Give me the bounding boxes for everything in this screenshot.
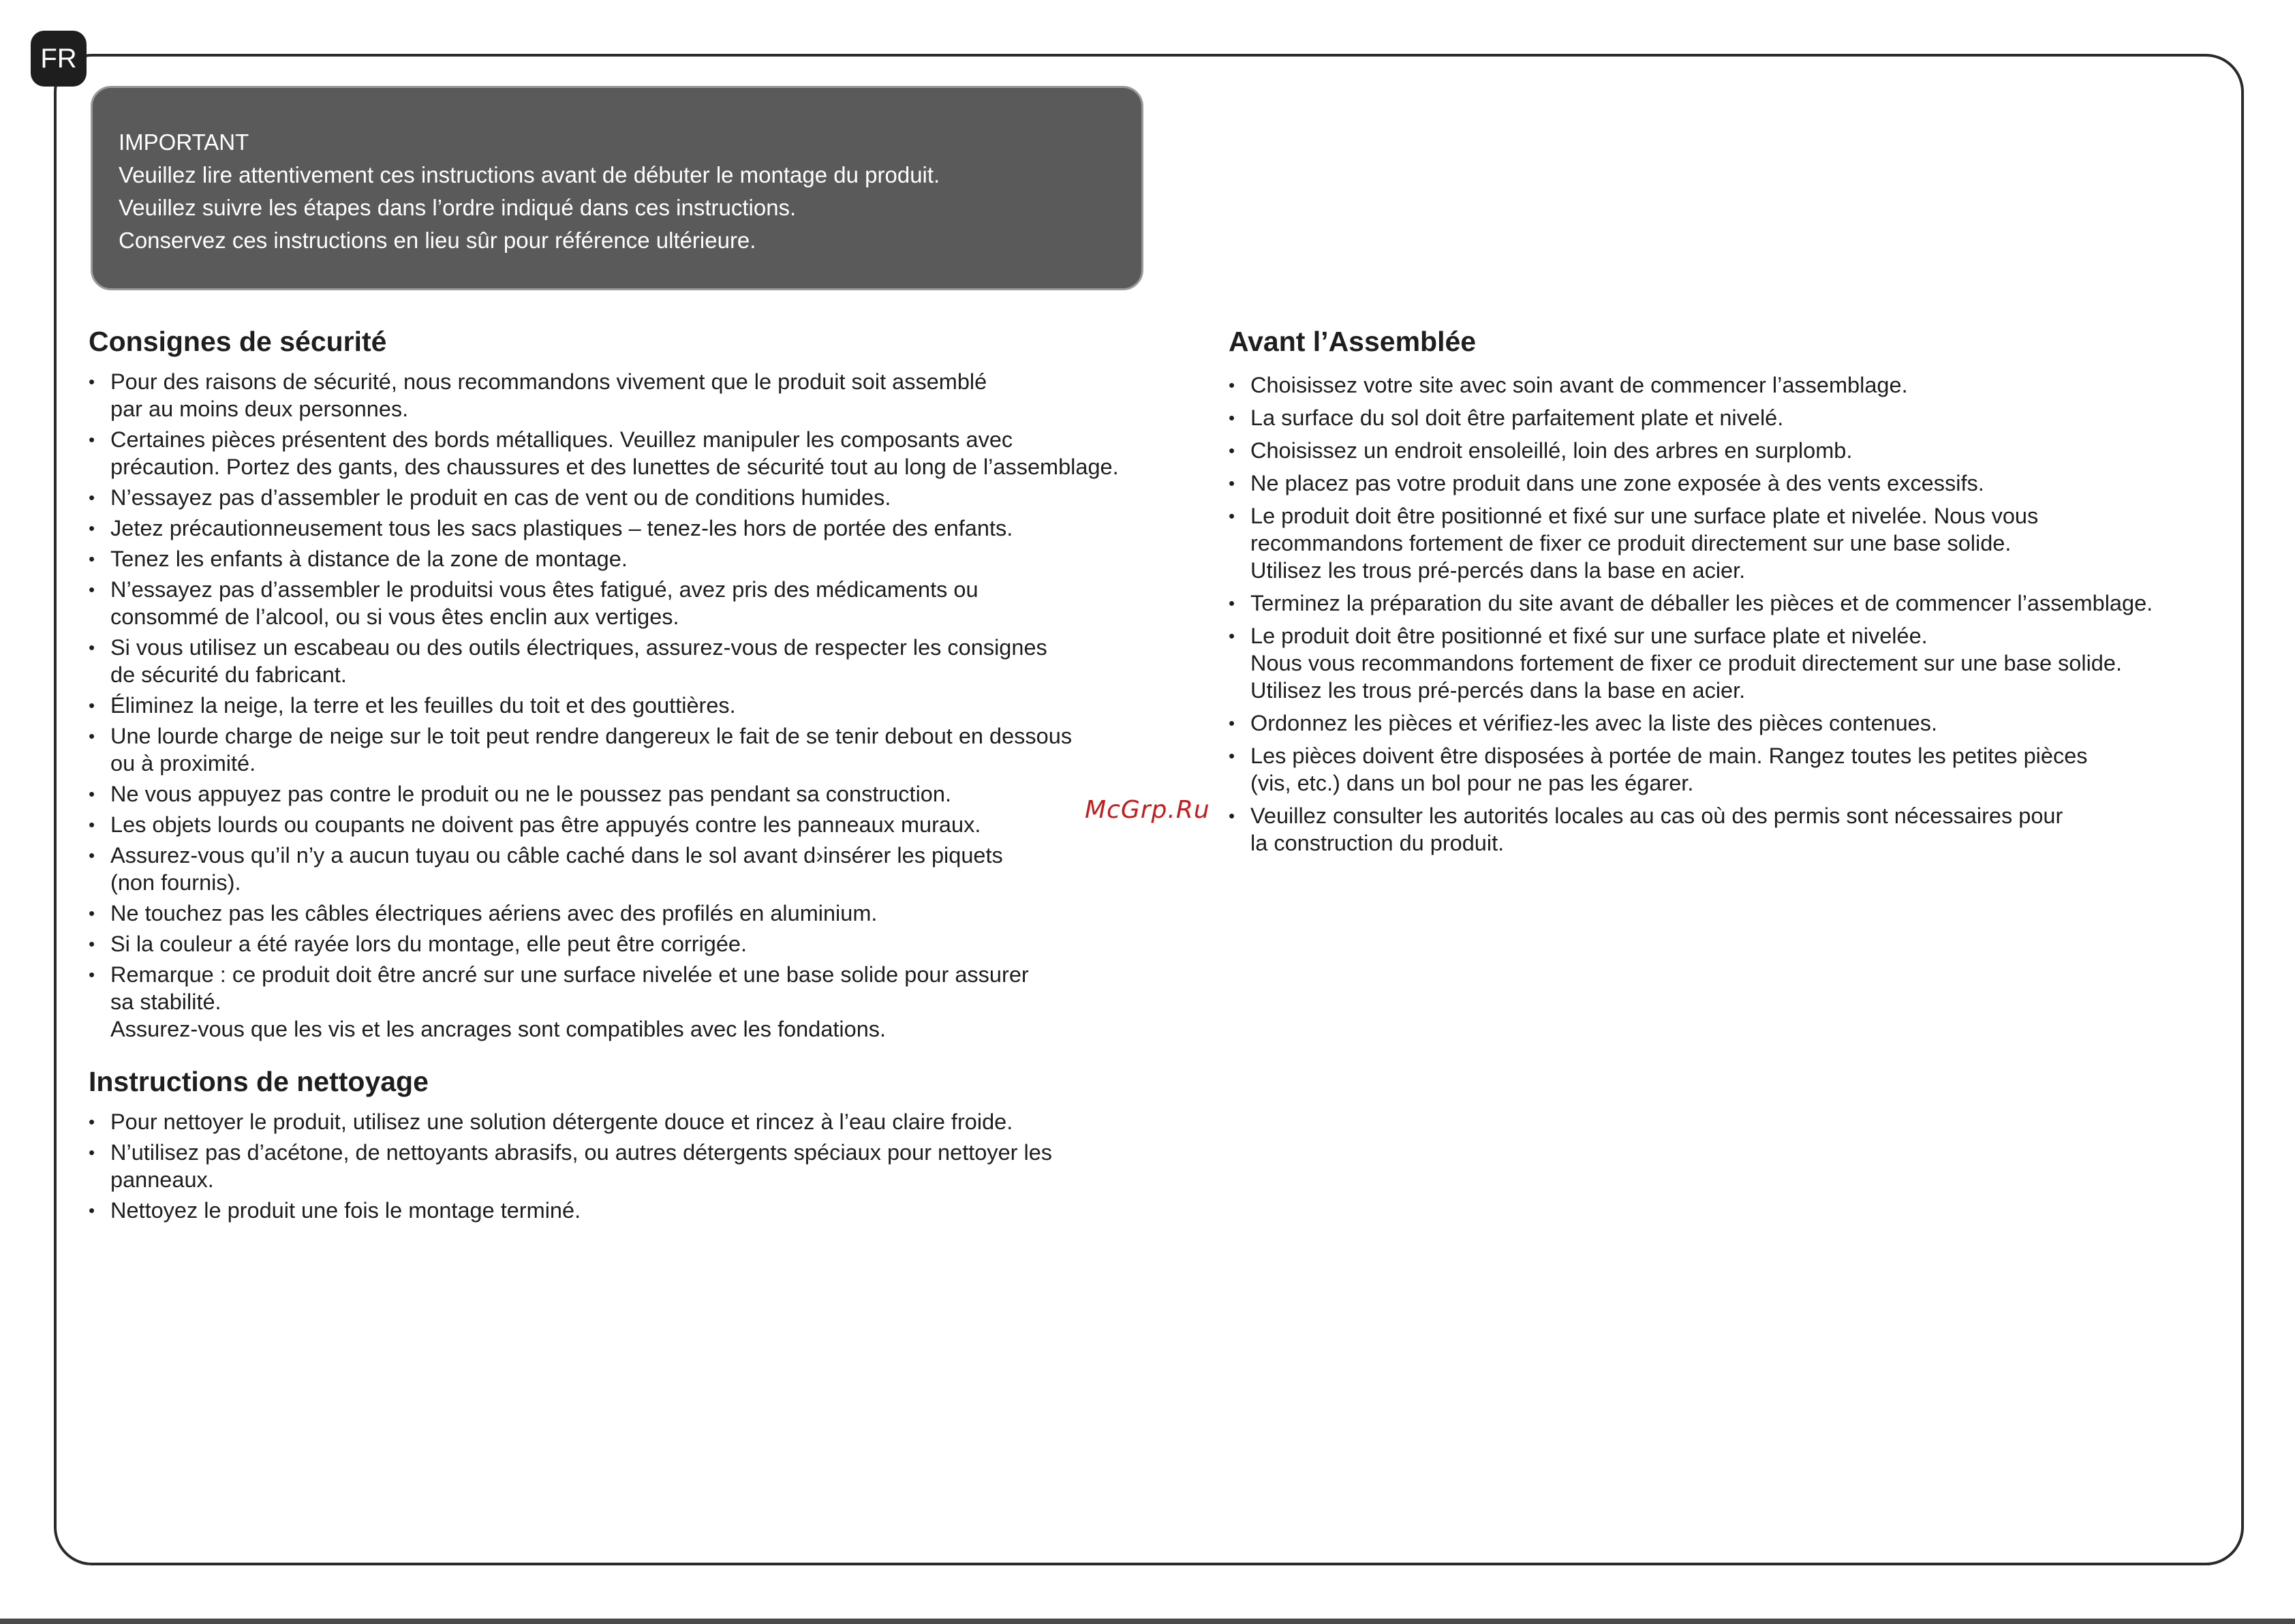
list-item-line: • N’essayez pas d’assembler le produitsi vous êtes fatigué, avez pris des médicaments ou [110, 577, 979, 602]
list-item [1229, 742, 2153, 797]
list-item-line: • N’essayez pas d’assembler le produit en cas de vent ou de conditions humides. [110, 485, 891, 510]
list-item-line: ou à proximité. [110, 751, 256, 776]
list-item-line: • Ordonnez les pièces et vérifiez-les avec la liste des pièces contenues. [1250, 711, 1938, 735]
list-item [1229, 404, 2153, 431]
safety-list [89, 368, 1119, 1046]
list-item-line: Nous vous recommandons fortement de fixer ce produit directement sur une base solide. [1250, 651, 2122, 675]
list-item-line: • Une lourde charge de neige sur le toit peut rendre dangereux le fait de se tenir debout en dessous [110, 724, 1073, 748]
list-item-line: • Veuillez consulter les autorités locales au cas où des permis sont nécessaires pour [1250, 803, 2063, 828]
list-item [89, 545, 1119, 572]
important-line: Veuillez lire attentivement ces instructions avant de débuter le montage du produit. [119, 162, 940, 187]
watermark-text: McGrp.Ru [1085, 796, 1210, 824]
list-item-line: • Pour nettoyer le produit, utilisez une solution détergente douce et rincez à l’eau claire froide. [110, 1109, 1013, 1134]
list-item [89, 634, 1119, 688]
list-item-line: • La surface du sol doit être parfaitement plate et nivelé. [1250, 405, 1784, 430]
list-item [89, 930, 1119, 957]
language-tab: FR [31, 31, 87, 87]
list-item-line: • N’utilisez pas d’acétone, de nettoyants abrasifs, ou autres détergents spéciaux pour nettoyer les [110, 1140, 1053, 1165]
list-item-line: • Le produit doit être positionné et fixé sur une surface plate et nivelée. Nous vous [1250, 504, 2039, 528]
important-title: IMPORTANT [119, 129, 249, 155]
cleaning-list [89, 1108, 1052, 1227]
list-item-line: • Éliminez la neige, la terre et les feuilles du toit et des gouttières. [110, 693, 736, 718]
list-item-line: précaution. Portez des gants, des chaussures et des lunettes de sécurité tout au long de l’assemblage. [110, 455, 1119, 479]
list-item [89, 484, 1119, 511]
list-item-line: par au moins deux personnes. [110, 397, 409, 421]
list-item [89, 515, 1119, 542]
list-item [89, 426, 1119, 480]
list-item-line: • Certaines pièces présentent des bords métalliques. Veuillez manipuler les composants avec [110, 427, 1013, 452]
list-item-line: • Choisissez votre site avec soin avant de commencer l’assemblage. [1250, 373, 1908, 397]
list-item-line: • Assurez-vous qu’il n’y a aucun tuyau ou câble caché dans le sol avant d›insérer les piquets [110, 843, 1003, 868]
list-item-line: • Nettoyez le produit une fois le montage terminé. [110, 1198, 581, 1223]
list-item [1229, 709, 2153, 737]
list-item [89, 722, 1119, 777]
list-item-line: recommandons fortement de fixer ce produit directement sur une base solide. [1250, 531, 2012, 555]
list-item [1229, 502, 2153, 584]
list-item-line: Utilisez les trous pré-percés dans la base en acier. [1250, 678, 1746, 703]
important-notice-box [91, 86, 1143, 290]
list-item-line: • Les objets lourds ou coupants ne doivent pas être appuyés contre les panneaux muraux. [110, 812, 981, 837]
list-item [1229, 622, 2153, 704]
list-item [89, 780, 1119, 808]
list-item-line: (vis, etc.) dans un bol pour ne pas les égarer. [1250, 771, 1694, 795]
before-assembly-heading: Avant l’Assemblée [1229, 326, 1477, 357]
list-item-line: • Remarque : ce produit doit être ancré sur une surface nivelée et une base solide pour assurer [110, 962, 1029, 987]
list-item [89, 961, 1119, 1043]
list-item [1229, 470, 2153, 497]
list-item [89, 1197, 1052, 1224]
list-item-line: • Terminez la préparation du site avant de déballer les pièces et de commencer l’assemblage. [1250, 591, 2153, 615]
list-item-line: • Choisissez un endroit ensoleillé, loin des arbres en surplomb. [1250, 438, 1853, 463]
list-item [89, 1139, 1052, 1193]
list-item [89, 368, 1119, 423]
list-item-line: consommé de l’alcool, ou si vous êtes enclin aux vertiges. [110, 604, 679, 629]
list-item-line: la construction du produit. [1250, 831, 1505, 855]
list-item-line: Utilisez les trous pré-percés dans la base en acier. [1250, 558, 1746, 583]
list-item-line: • Tenez les enfants à distance de la zone de montage. [110, 547, 628, 571]
list-item [89, 1108, 1052, 1135]
list-item-line: Assurez-vous que les vis et les ancrages sont compatibles avec les fondations. [110, 1017, 887, 1041]
list-item [1229, 371, 2153, 399]
important-line: Conservez ces instructions en lieu sûr pour référence ultérieure. [119, 228, 756, 253]
safety-heading: Consignes de sécurité [89, 326, 387, 357]
list-item-line: • Le produit doit être positionné et fixé sur une surface plate et nivelée. [1250, 624, 1928, 648]
list-item-line: • Ne touchez pas les câbles électriques aériens avec des profilés en aluminium. [110, 901, 878, 925]
list-item [89, 842, 1119, 896]
list-item [89, 692, 1119, 719]
list-item-line: sa stabilité. [110, 990, 221, 1014]
cleaning-heading: Instructions de nettoyage [89, 1066, 429, 1097]
important-line: Veuillez suivre les étapes dans l’ordre indiqué dans ces instructions. [119, 195, 797, 220]
list-item-line: • Ne placez pas votre produit dans une zone exposée à des vents excessifs. [1250, 471, 1984, 495]
list-item [1229, 802, 2153, 857]
list-item-line: • Ne vous appuyez pas contre le produit ou ne le poussez pas pendant sa construction. [110, 782, 951, 806]
list-item-line: • Si la couleur a été rayée lors du montage, elle peut être corrigée. [110, 932, 748, 956]
list-item-line: (non fournis). [110, 870, 241, 895]
list-item-line: de sécurité du fabricant. [110, 662, 347, 687]
list-item-line: • Jetez précautionneusement tous les sacs plastiques – tenez-les hors de portée des enfants. [110, 516, 1013, 540]
list-item [1229, 589, 2153, 617]
list-item [89, 811, 1119, 838]
list-item-line: • Si vous utilisez un escabeau ou des outils électriques, assurez-vous de respecter les consignes [110, 635, 1047, 660]
list-item [89, 576, 1119, 630]
list-item-line: • Les pièces doivent être disposées à portée de main. Rangez toutes les petites pièces [1250, 744, 2088, 768]
list-item [1229, 437, 2153, 464]
list-item [89, 900, 1119, 927]
before-assembly-list [1229, 371, 2153, 862]
list-item-line: panneaux. [110, 1167, 214, 1192]
bottom-divider [0, 1619, 2295, 1624]
list-item-line: • Pour des raisons de sécurité, nous recommandons vivement que le produit soit assemblé [110, 369, 987, 394]
